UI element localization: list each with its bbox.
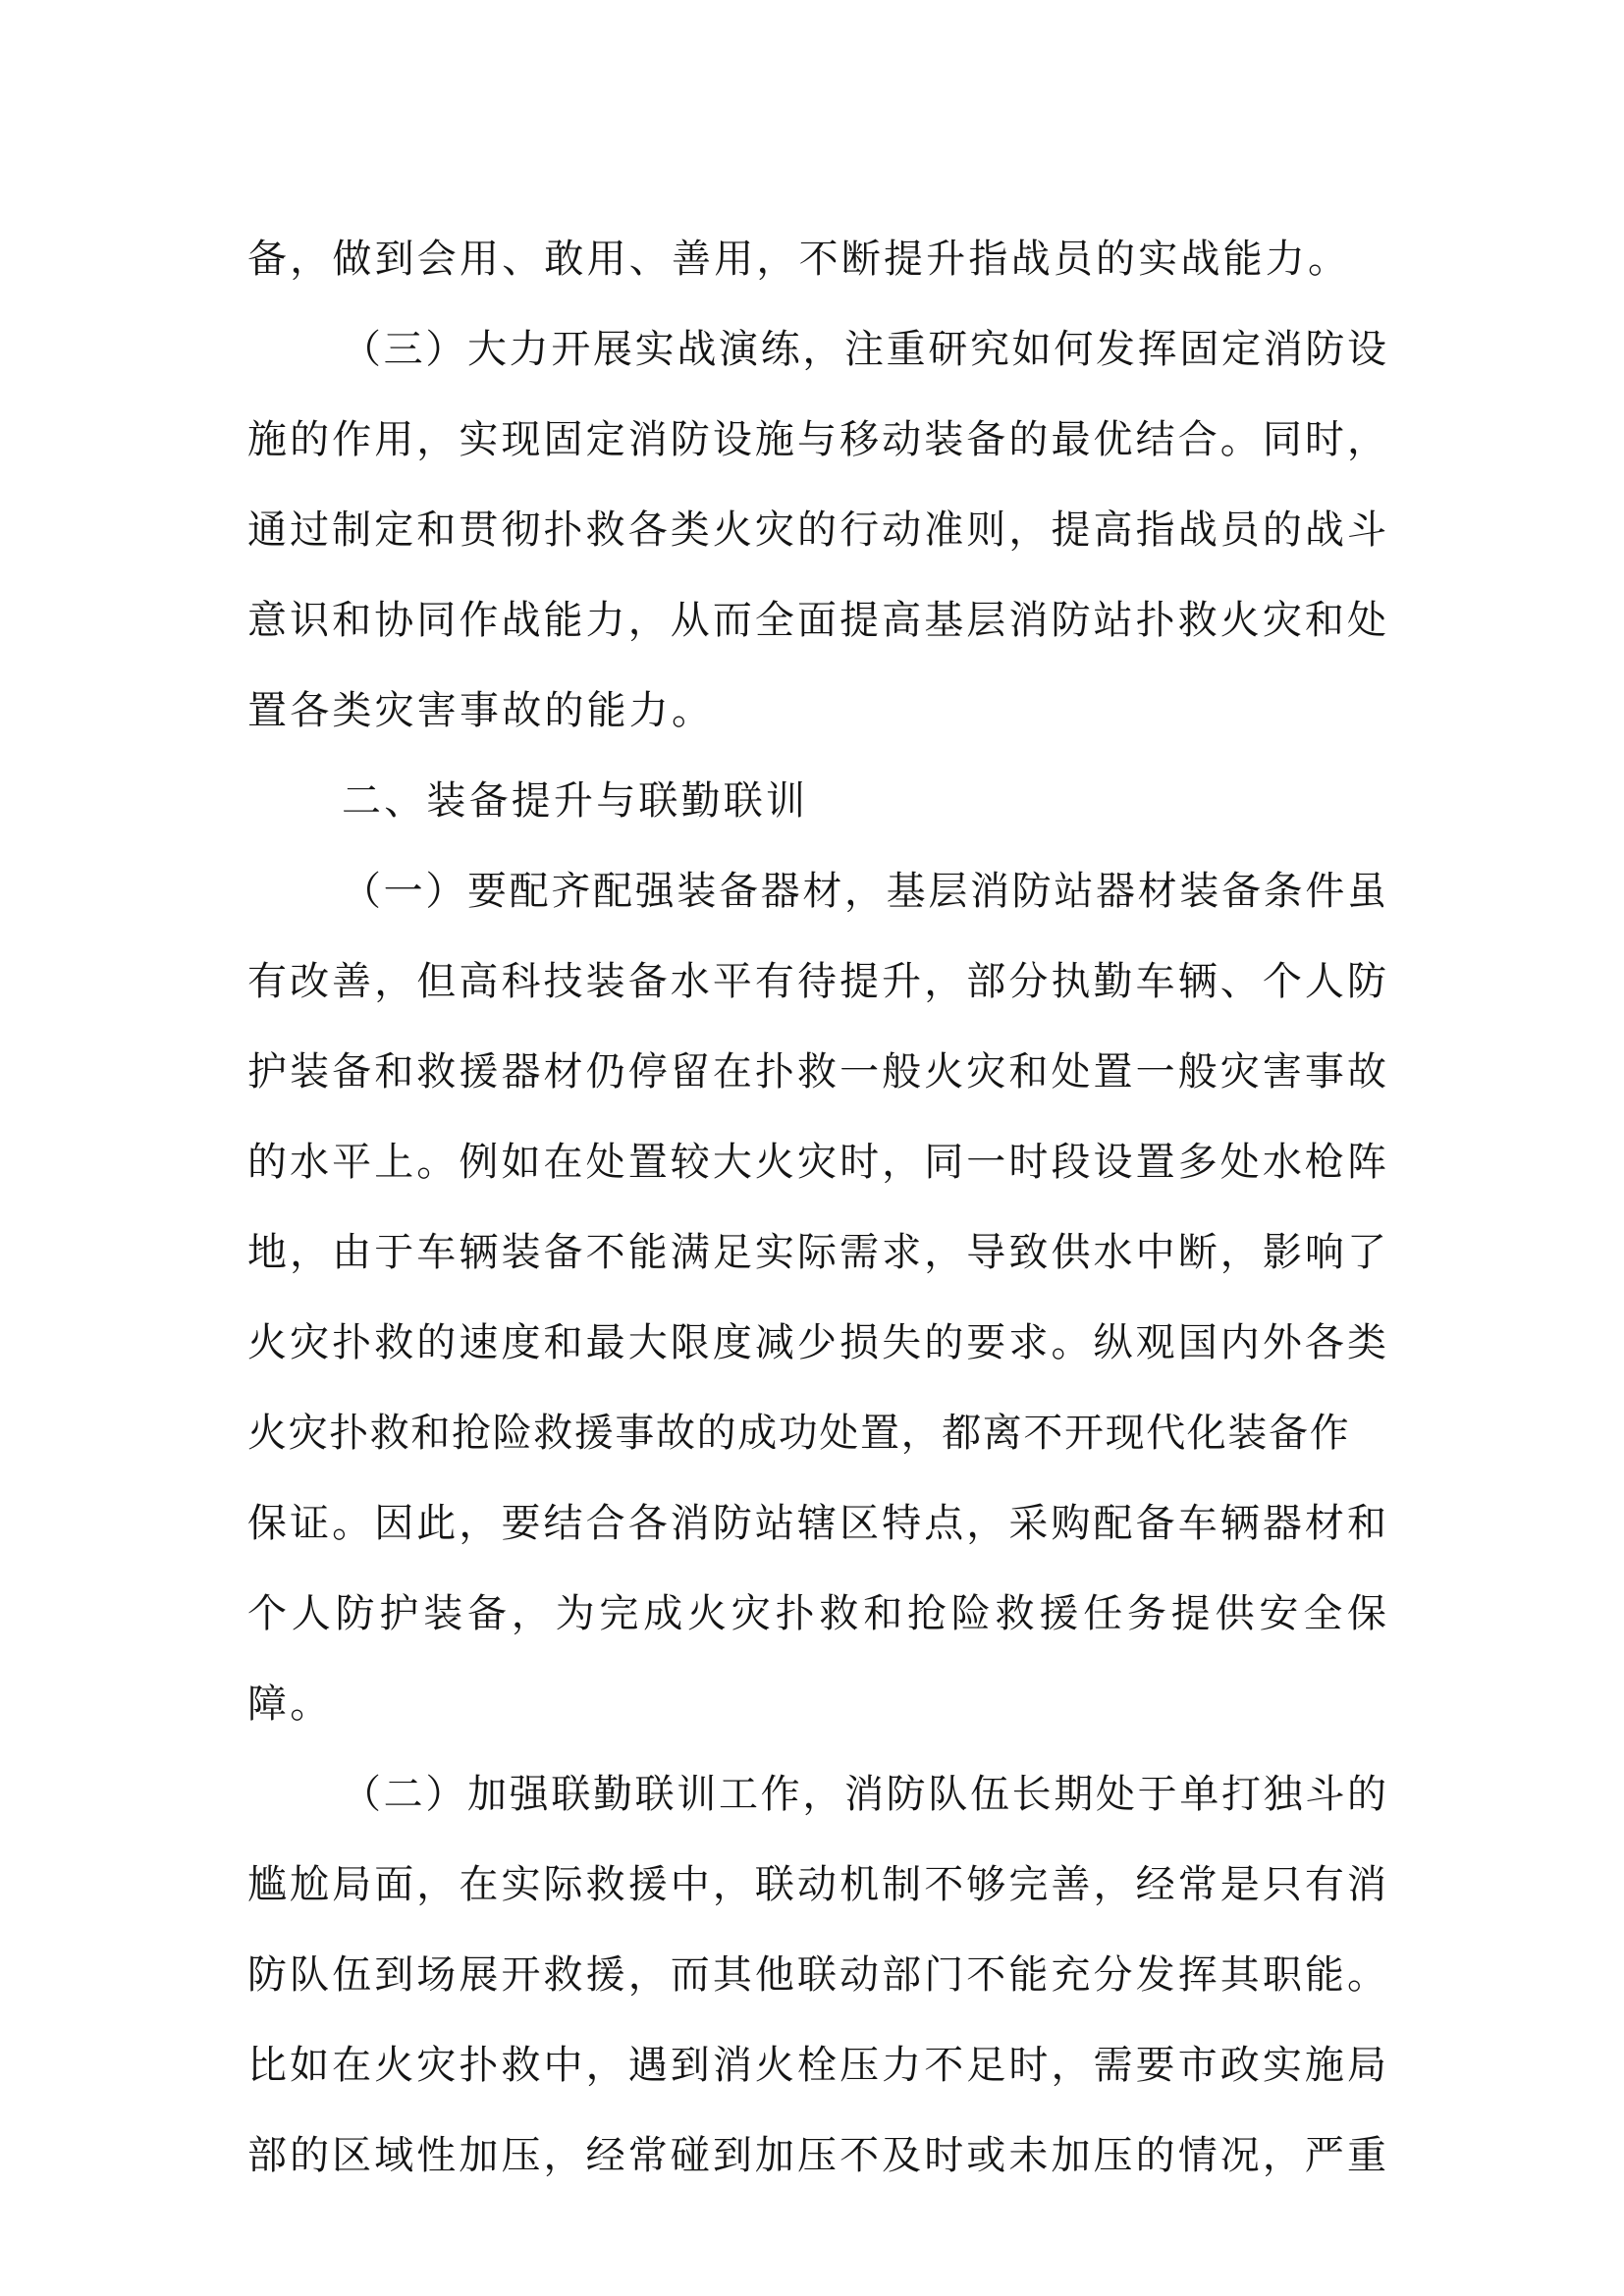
text-line: 置各类灾害事故的能力。 [247,688,715,733]
text-run: 抢险救援事故的成功处置，都离不开现代化装备作 [452,1411,1351,1456]
text-line: 有改善，但高科技装备水平有待提升，部分执勤车辆、个人防 [247,959,1386,1004]
text-line: 施的作用，实现固定消防设施与移动装备的最优结合。同时， [247,417,1386,462]
text-line: 火灾扑救的速度和最大限度减少损失的要求。纵观国内外各类 [247,1320,1386,1365]
text-line: 备，做到会用、敢用、善用，不断提升指战员的实战能力。 [247,237,1351,282]
text-line: 的水平上。例如在处置较大火灾时，同一时段设置多处水枪阵 [247,1140,1386,1185]
text-line: 保证。因此，要结合各消防站辖区特点，采购配备车辆器材和 [247,1501,1386,1546]
text-line: （三）大力开展实战演练，注重研究如何发挥固定消防设 [342,327,1386,372]
text-line: 意识和协同作战能力，从而全面提高基层消防站扑救火灾和处 [247,598,1386,643]
text-line: 地，由于车辆装备不能满足实际需求，导致供水中断，影响了 [247,1230,1386,1275]
text-line: 障。 [247,1682,333,1727]
text-line-mixed [247,1388,1386,1478]
text-line: 防队伍到场展开救援，而其他联动部门不能充分发挥其职能。 [247,1952,1386,1998]
text-line: （二）加强联勤联训工作，消防队伍长期处于单打独斗的 [342,1772,1386,1817]
text-line: 比如在火灾扑救中，遇到消火栓压力不足时，需要市政实施局 [247,2043,1386,2088]
text-line: （一）要配齐配强装备器材，基层消防站器材装备条件虽 [342,869,1386,914]
text-line: 护装备和救援器材仍停留在扑救一般火灾和处置一般灾害事故 [247,1049,1386,1095]
text-line: 部的区域性加压，经常碰到加压不及时或未加压的情况，严重 [247,2133,1386,2178]
text-line: 尴尬局面，在实际救援中，联动机制不够完善，经常是只有消 [247,1862,1386,1907]
text-line: 个人防护装备，为完成火灾扑救和抢险救援任务提供安全保 [247,1591,1386,1636]
text-line: 通过制定和贯彻扑救各类火灾的行动准则，提高指战员的战斗 [247,507,1386,553]
serif-text-run: 火灾扑救和 [247,1411,452,1456]
section-heading: 二、装备提升与联勤联训 [342,778,809,824]
